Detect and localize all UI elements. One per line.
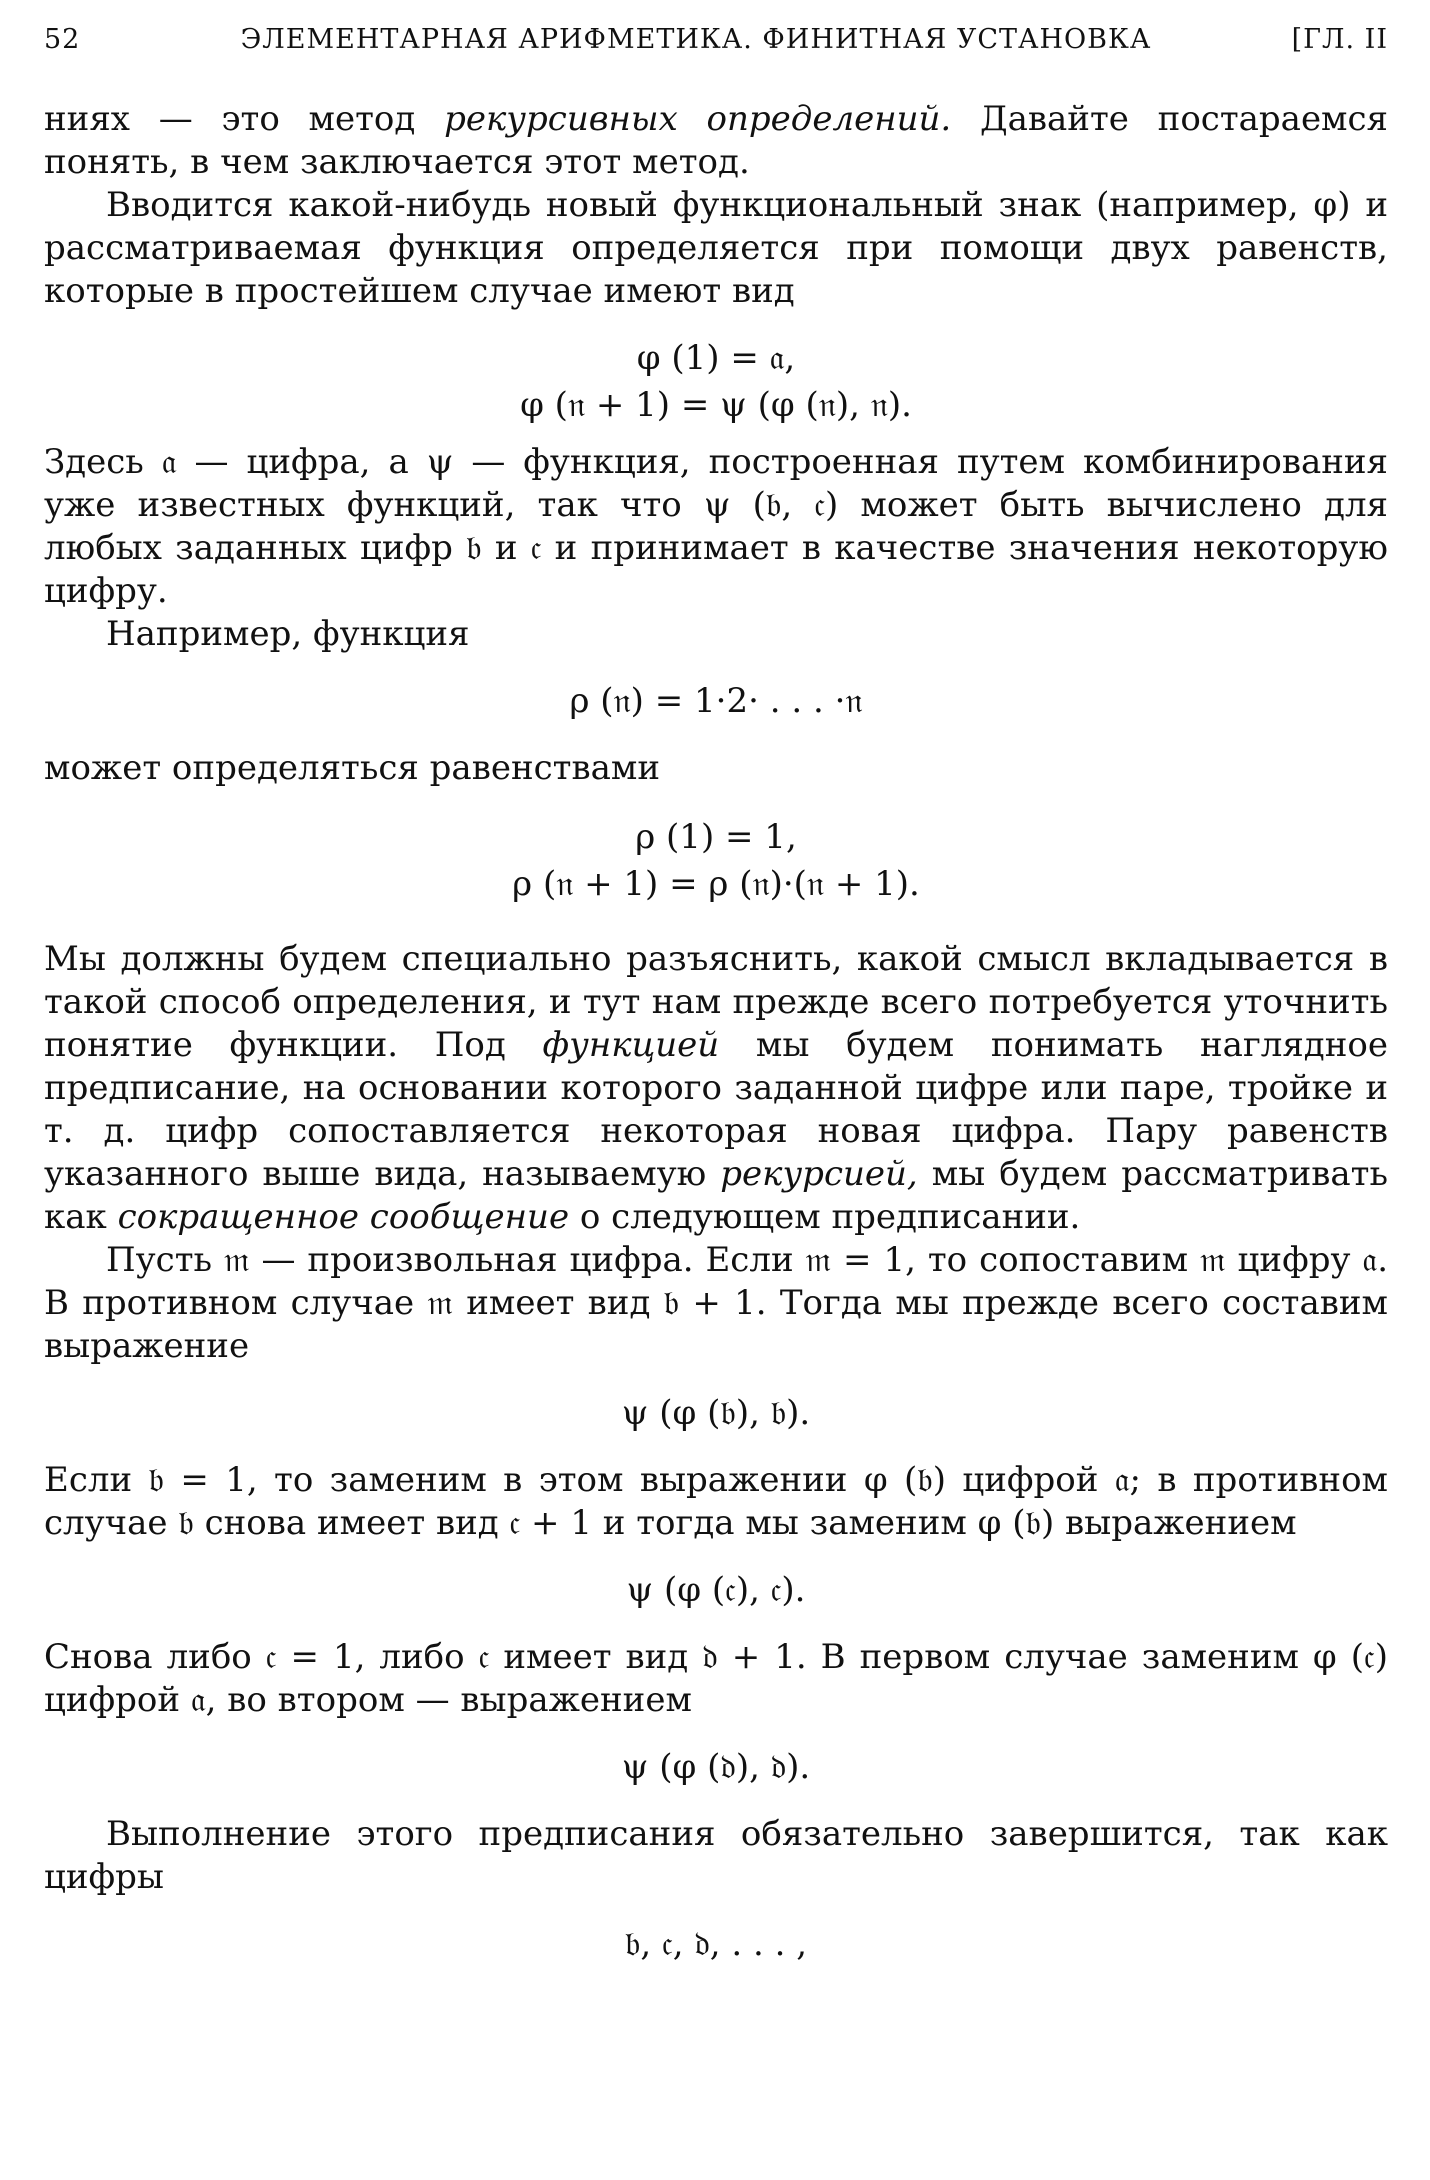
formula-line: φ (1) = 𝔞,	[636, 338, 796, 378]
paragraph-3: Здесь 𝔞 — цифра, а ψ — функция, построенная путем комбинирования уже известных функций, так что ψ (𝔟, 𝔠) может быть вычислено для любых заданных цифр 𝔟 и 𝔠 и принимает в качестве значения некоторую цифру.	[44, 442, 1388, 611]
paragraph-1-text-a: ниях — это метод	[44, 99, 445, 139]
paragraph-6-text-c: мы будем понимать наглядное предписание, на основании которого заданной цифре или паре, тройке и т. д. цифр сопоставляется некоторая новая цифра. Пару равенств указанного выше вида, называемую	[44, 1025, 1388, 1194]
running-title: ЭЛЕМЕНТАРНАЯ АРИФМЕТИКА. ФИНИТНАЯ УСТАНОВКА	[240, 24, 1152, 55]
paragraph-6	[44, 938, 1388, 1239]
paragraph-8: Если 𝔟 = 1, то заменим в этом выражении φ (𝔟) цифрой 𝔞; в противном случае 𝔟 снова имеет вид 𝔠 + 1 и тогда мы заменим φ (𝔟) выражением	[44, 1460, 1388, 1543]
page-number: 52	[44, 24, 81, 55]
formula-block-digits	[44, 1921, 1388, 1968]
formula-block-recursion	[44, 335, 1388, 429]
paragraph-10: Выполнение этого предписания обязательно завершится, так как цифры	[44, 1814, 1388, 1897]
formula-block-psi-c	[44, 1567, 1388, 1614]
paragraph-1	[44, 98, 1388, 184]
formula-line: ρ (𝔫) = 1·2· . . . ·𝔫	[569, 681, 863, 721]
paragraph-4: Например, функция	[106, 614, 470, 654]
chapter-marker: [ГЛ. II	[1291, 24, 1388, 55]
formula-line: ρ (1) = 1,	[635, 817, 797, 857]
formula-block-psi-b	[44, 1390, 1388, 1437]
paragraph-6-emphasis-message: сокращенное сообщение	[117, 1197, 570, 1237]
paragraph-5: может определяться равенствами	[44, 748, 661, 788]
paragraph-7: Пусть 𝔪 — произвольная цифра. Если 𝔪 = 1, то сопоставим 𝔪 цифру 𝔞. В противном случае 𝔪 имеет вид 𝔟 + 1. Тогда мы прежде всего составим выражение	[44, 1240, 1388, 1366]
paragraph-2: Вводится какой-нибудь новый функциональный знак (например, φ) и рассматриваемая функция определяется при помощи двух равенств, которые в простейшем случае имеют вид	[44, 185, 1388, 311]
paragraph-6-text-g: о следующем предписании.	[569, 1197, 1081, 1237]
paragraph-1-emphasis: рекурсивных определений.	[444, 99, 952, 139]
formula-line: 𝔟, 𝔠, 𝔡, . . . ,	[624, 1924, 808, 1964]
paragraph-1-text-c: Давайте постараемся понять, в чем заключается этот метод.	[44, 99, 1388, 182]
paragraph-6-text-a: Мы должны будем специально разъяснить, какой смысл вкладывается в такой способ определения, и тут нам прежде всего потребуется уточнить понятие функции. Под	[44, 939, 1388, 1065]
formula-line: ρ (𝔫 + 1) = ρ (𝔫)·(𝔫 + 1).	[512, 864, 920, 904]
paragraph-6-emphasis-function: функцией	[542, 1025, 720, 1065]
paragraph-6-text-e: мы будем рассматривать как	[44, 1154, 1388, 1237]
formula-line: ψ (φ (𝔡), 𝔡).	[621, 1747, 811, 1787]
formula-block-psi-d	[44, 1744, 1388, 1791]
running-head	[44, 18, 1388, 62]
formula-line: ψ (φ (𝔠), 𝔠).	[626, 1570, 806, 1610]
formula-line: ψ (φ (𝔟), 𝔟).	[621, 1393, 811, 1433]
paragraph-6-emphasis-recursion: рекурсией,	[720, 1154, 918, 1194]
formula-block-factorial	[44, 678, 1388, 725]
formula-line: φ (𝔫 + 1) = ψ (φ (𝔫), 𝔫).	[520, 385, 912, 425]
formula-block-factorial-recursion	[44, 814, 1388, 908]
paragraph-9: Снова либо 𝔠 = 1, либо 𝔠 имеет вид 𝔡 + 1. В первом случае заменим φ (𝔠) цифрой 𝔞, во втором — выражением	[44, 1637, 1388, 1720]
